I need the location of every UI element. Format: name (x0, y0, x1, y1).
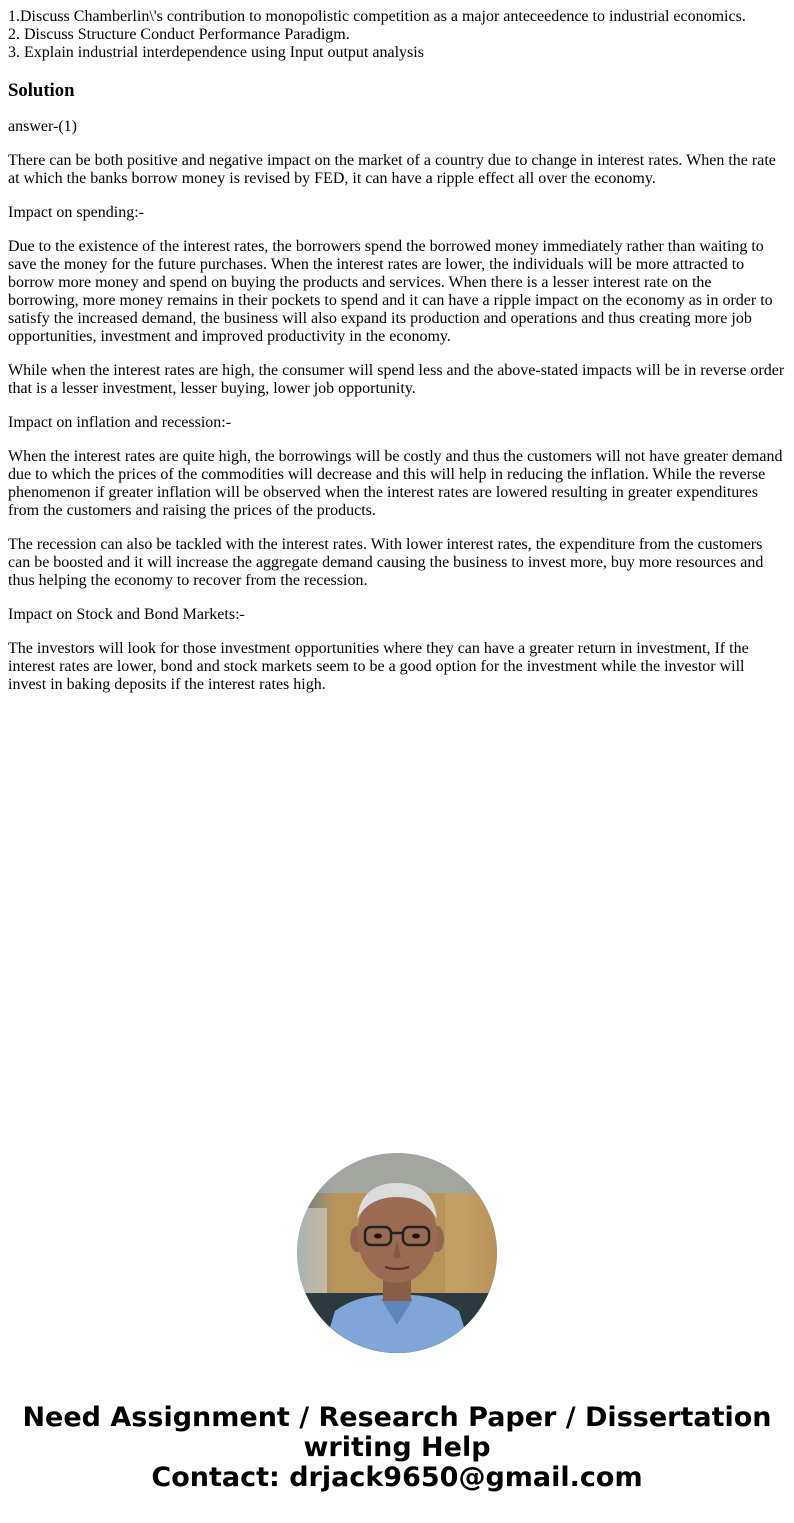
question-list (8, 8, 786, 62)
person-portrait-icon (297, 1153, 497, 1353)
paragraph: There can be both positive and negative impact on the market of a country due to change in interest rates. When the rate at which the banks borrow money is revised by FED, it can have a ripple effect all over the economy. (8, 152, 776, 187)
question-item: 1.Discuss Chamberlin\'s contribution to monopolistic competition as a major anteceedence to industrial economics. (8, 8, 746, 25)
paragraph: When the interest rates are quite high, the borrowings will be costly and thus the customers will not have greater demand due to which the prices of the commodities will decrease and this will help in reducing the inflation. While the reverse phenomenon if greater inflation will be observed when the interest rates are lowered resulting in greater expenditures from the customers and raising the prices of the products. (8, 448, 783, 519)
paragraph: While when the interest rates are high, the consumer will spend less and the above-stated impacts will be in reverse order that is a lesser investment, lesser buying, lower job opportunity. (8, 362, 785, 397)
promo-contact: Contact: drjack9650@gmail.com (151, 1462, 643, 1493)
document-body (8, 8, 786, 710)
paragraph: Due to the existence of the interest rates, the borrowers spend the borrowed money immediately rather than waiting to save the money for the future purchases. When the interest rates are lower, the individuals will be more attracted to borrow more money and spend on buying the products and services. When there is a lesser interest rate on the borrowing, more money remains in their pockets to spend and it can have a ripple impact on the economy as in order to satisfy the increased demand, the business will also expand its production and operations and thus creating more job opportunities, investment and improved productivity in the economy. (8, 238, 773, 345)
section-label-spending: Impact on spending:- (8, 204, 144, 221)
paragraph: The recession can also be tackled with the interest rates. With lower interest rates, the expenditure from the customers can be boosted and it will increase the aggregate demand causing the business to invest more, buy more resources and thus helping the economy to recover from the recession. (8, 536, 764, 589)
promo-banner (0, 1403, 794, 1493)
question-item: 2. Discuss Structure Conduct Performance Paradigm. (8, 26, 350, 43)
paragraph: The investors will look for those investment opportunities where they can have a greater return in investment, If the interest rates are lower, bond and stock markets seem to be a good option for the investment while the investor will invest in baking deposits if the interest rates high. (8, 640, 749, 693)
section-label-inflation: Impact on inflation and recession:- (8, 414, 232, 431)
avatar (297, 1153, 497, 1353)
promo-line: Need Assignment / Research Paper / Dissertation (22, 1402, 772, 1433)
question-item: 3. Explain industrial interdependence using Input output analysis (8, 44, 424, 61)
promo-line: writing Help (303, 1432, 491, 1463)
section-label-markets: Impact on Stock and Bond Markets:- (8, 606, 245, 623)
answer-label: answer-(1) (8, 118, 77, 135)
solution-heading: Solution (8, 80, 75, 101)
